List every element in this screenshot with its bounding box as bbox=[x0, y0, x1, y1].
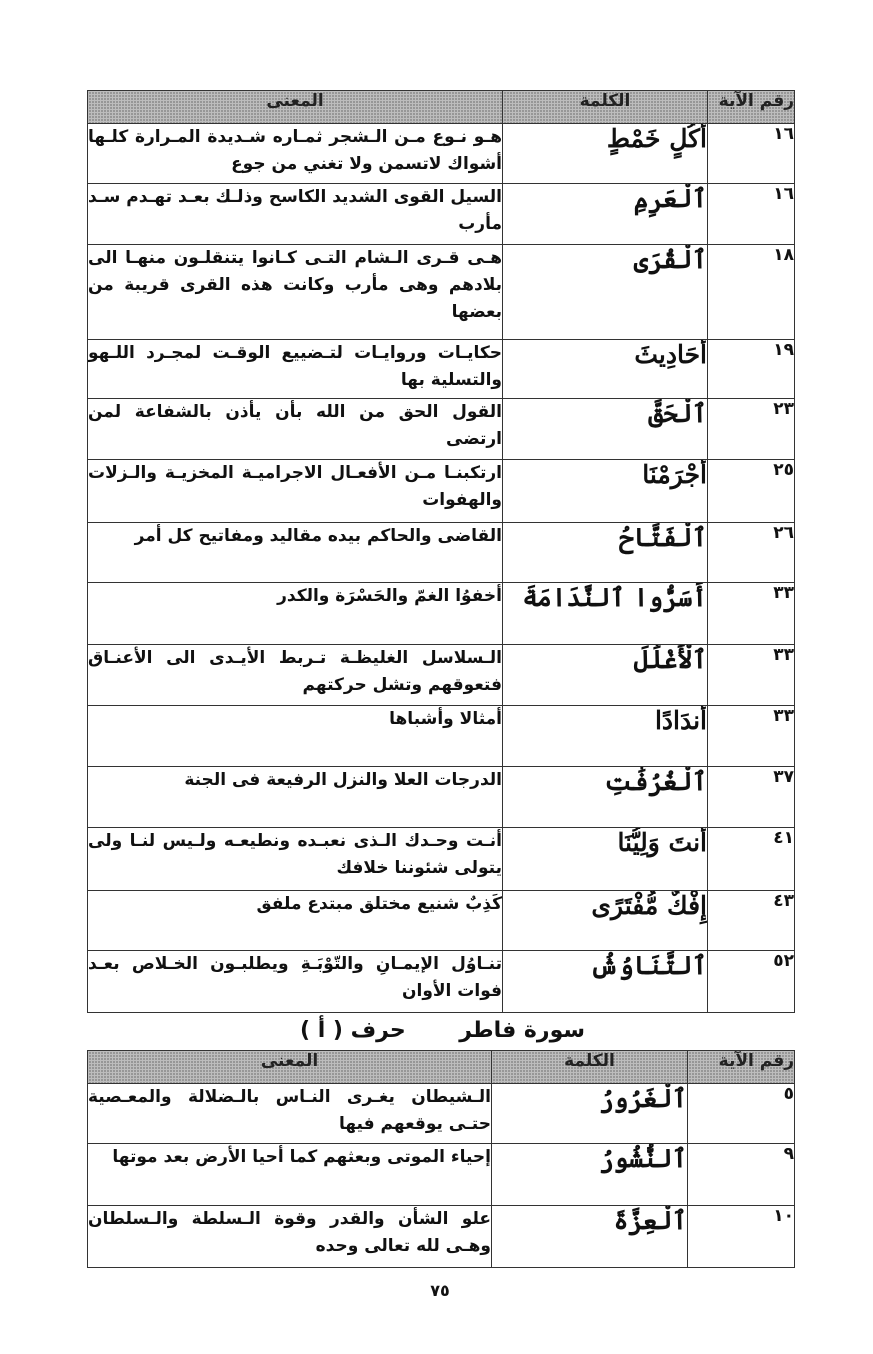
vocabulary-table-saba bbox=[87, 90, 795, 1013]
word-meaning: تنـاوُل الإيمـانِ والتّوْبَـةِ ويطلبـون الخـلاص بعـد فوات الأوان bbox=[88, 951, 503, 1013]
table-row bbox=[88, 245, 795, 340]
word-meaning: إحياء الموتى وبعثهم كما أحيا الأرض بعد موتها bbox=[88, 1144, 492, 1206]
quran-word: ٱلنُّشُورُ bbox=[492, 1144, 688, 1206]
quran-word: أُكُلٍ خَمْطٍ bbox=[503, 124, 708, 184]
word-meaning: ارتكبنـا مـن الأفعـال الاجراميـة المخزيـة والـزلات والهفوات bbox=[88, 460, 503, 523]
table-header-row bbox=[88, 1051, 795, 1084]
word-meaning: الدرجات العلا والنزل الرفيعة فى الجنة bbox=[88, 767, 503, 828]
header-meaning: المعنى bbox=[88, 91, 503, 124]
word-meaning: حكايـات وروايـات لتـضييع الوقـت لمجـرد اللـهو والتسلية بها bbox=[88, 340, 503, 399]
table-row bbox=[88, 1144, 795, 1206]
quran-word: ٱلْعَرِمِ bbox=[503, 184, 708, 245]
quran-word: ٱلتَّنَاوُشُ bbox=[503, 951, 708, 1013]
surah-title: سورة فاطر bbox=[459, 1018, 585, 1043]
table-row bbox=[88, 340, 795, 399]
page-number: ٧٥ bbox=[430, 1281, 450, 1300]
ayah-number: ٢٥ bbox=[708, 460, 795, 523]
quran-word: ٱلْفَتَّاحُ bbox=[503, 523, 708, 583]
ayah-number: ٢٦ bbox=[708, 523, 795, 583]
table-row bbox=[88, 583, 795, 645]
table-header-row bbox=[88, 91, 795, 124]
quran-word: أَسَرُّوا ٱلنَّدَامَةَ bbox=[503, 583, 708, 645]
ayah-number: ٥٢ bbox=[708, 951, 795, 1013]
ayah-number: ١٩ bbox=[708, 340, 795, 399]
ayah-number: ٥ bbox=[688, 1084, 795, 1144]
ayah-number: ١٦ bbox=[708, 124, 795, 184]
table-row bbox=[88, 124, 795, 184]
quran-word: أَحَادِيثَ bbox=[503, 340, 708, 399]
table-row bbox=[88, 184, 795, 245]
word-meaning: أخفوُا الغمّ والحَسْرَة والكدر bbox=[88, 583, 503, 645]
quran-word: ٱلْحَقَّ bbox=[503, 399, 708, 460]
quran-word: ٱلْعِزَّةَ bbox=[492, 1206, 688, 1268]
table-row bbox=[88, 399, 795, 460]
ayah-number: ٣٣ bbox=[708, 706, 795, 767]
word-meaning: الـسلاسل الغليظـة تـربط الأيـدى الى الأعنـاق فتعوقهم وتشل حركتهم bbox=[88, 645, 503, 706]
quran-word: أَندَادًا bbox=[503, 706, 708, 767]
table-row bbox=[88, 645, 795, 706]
header-ayah-number: رقم الآية bbox=[708, 91, 795, 124]
ayah-number: ٢٣ bbox=[708, 399, 795, 460]
ayah-number: ١٠ bbox=[688, 1206, 795, 1268]
table-row bbox=[88, 828, 795, 891]
quran-word: أَنتَ وَلِيُّنَا bbox=[503, 828, 708, 891]
quran-word: ٱلْغُرُفَٰتِ bbox=[503, 767, 708, 828]
table-row bbox=[88, 1084, 795, 1144]
ayah-number: ٣٣ bbox=[708, 583, 795, 645]
vocabulary-table-fatir bbox=[87, 1050, 795, 1268]
word-meaning: القاضى والحاكم بيده مقاليد ومفاتيح كل أمر bbox=[88, 523, 503, 583]
ayah-number: ٩ bbox=[688, 1144, 795, 1206]
table-row bbox=[88, 767, 795, 828]
quran-word: ٱلْأَغْلَٰلَ bbox=[503, 645, 708, 706]
ayah-number: ٣٣ bbox=[708, 645, 795, 706]
ayah-number: ٤٣ bbox=[708, 891, 795, 951]
word-meaning: هـى قـرى الـشام التـى كـانوا يتنقلـون منهـا الى بلادهم وهى مأرب وكانت هذه القرى قريبة من بعضها bbox=[88, 245, 503, 340]
ayah-number: ١٨ bbox=[708, 245, 795, 340]
surah-heading bbox=[300, 1014, 585, 1048]
word-meaning: القول الحق من الله بأن يأذن بالشفاعة لمن ارتضى bbox=[88, 399, 503, 460]
header-meaning: المعنى bbox=[88, 1051, 492, 1084]
table-row bbox=[88, 1206, 795, 1268]
ayah-number: ١٦ bbox=[708, 184, 795, 245]
word-meaning: السيل القوى الشديد الكاسح وذلـك بعـد تهـدم سـد مأرب bbox=[88, 184, 503, 245]
ayah-number: ٣٧ bbox=[708, 767, 795, 828]
header-word: الكلمة bbox=[503, 91, 708, 124]
quran-word: ٱلْغَرُورُ bbox=[492, 1084, 688, 1144]
header-word: الكلمة bbox=[492, 1051, 688, 1084]
word-meaning: أنـت وحـدك الـذى نعبـده ونطيعـه ولـيس لنـا ولى يتولى شئوننا خلافك bbox=[88, 828, 503, 891]
table-row bbox=[88, 523, 795, 583]
quran-word: ٱلْقُرَى bbox=[503, 245, 708, 340]
word-meaning: هـو نـوع مـن الـشجر ثمـاره شـديدة المـرارة كلـها أشواك لاتسمن ولا تغني من جوع bbox=[88, 124, 503, 184]
header-ayah-number: رقم الآية bbox=[688, 1051, 795, 1084]
letter-label: حرف ( أ ) bbox=[300, 1018, 406, 1043]
word-meaning: كَذِبٌ شنيع مختلق مبتدع ملفق bbox=[88, 891, 503, 951]
word-meaning: أمثالا وأشباها bbox=[88, 706, 503, 767]
table-row bbox=[88, 460, 795, 523]
word-meaning: علو الشأن والقدر وقوة الـسلطة والـسلطان وهـى لله تعالى وحده bbox=[88, 1206, 492, 1268]
quran-word: أَجْرَمْنَا bbox=[503, 460, 708, 523]
table-row bbox=[88, 951, 795, 1013]
quran-word: إِفْكٌ مُّفْتَرًى bbox=[503, 891, 708, 951]
word-meaning: الـشيطان يغـرى النـاس بالـضلالة والمعـصية حتـى يوقعهم فيها bbox=[88, 1084, 492, 1144]
table-row bbox=[88, 706, 795, 767]
ayah-number: ٤١ bbox=[708, 828, 795, 891]
table-row bbox=[88, 891, 795, 951]
